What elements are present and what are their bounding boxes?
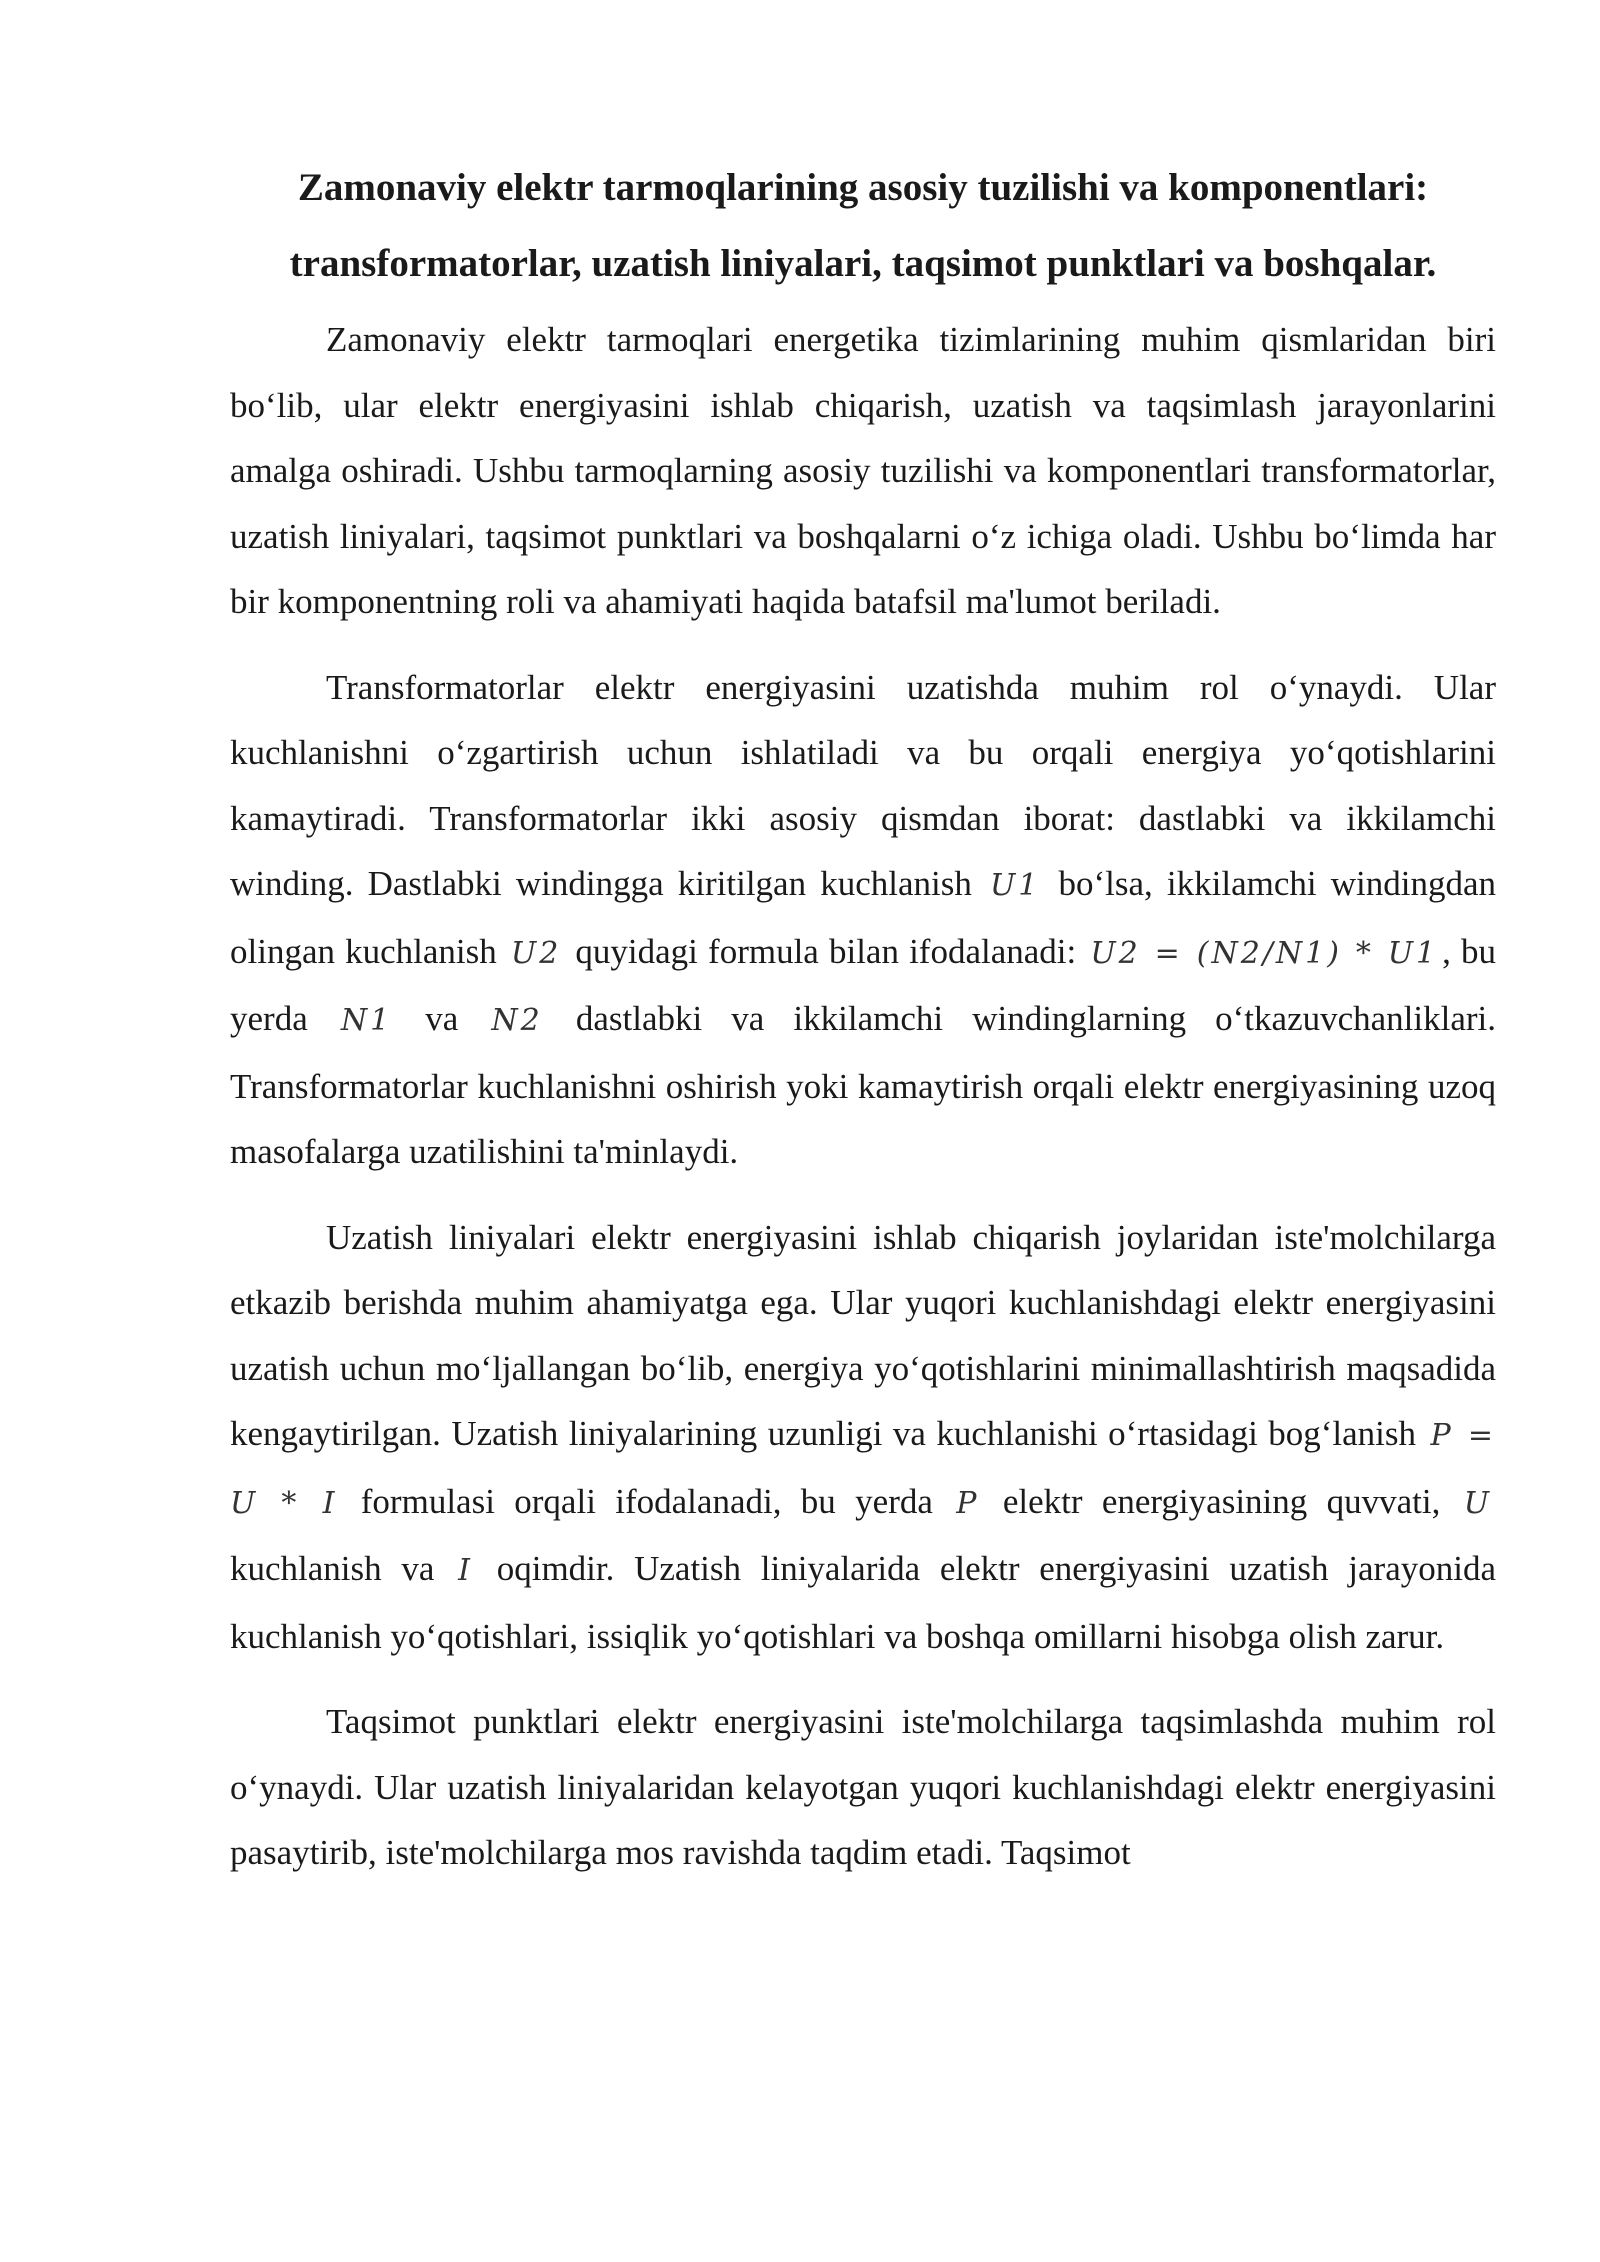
text-segment: bo‘lsa, ikkilamchi windingdan olingan kuchlanish	[230, 864, 1497, 971]
math-n1: N1	[340, 1003, 393, 1038]
math-p: P	[956, 1485, 980, 1521]
text-segment: elektr energiyasining quvvati,	[1002, 1481, 1441, 1521]
text-segment: kuchlanish va	[230, 1549, 435, 1588]
text-segment: dastlabki va ikkilamchi windinglarning o‘tkazuvchanliklari. Transformatorlar kuchlanishni oshirish yoki kamaytirish orqali elektr energiyasining uzoq masofalarga uzatilishini ta'minlaydi.	[230, 999, 1497, 1171]
text-segment: Uzatish liniyalari elektr energiyasini ishlab chiqarish joylaridan iste'molchilarga etkazib berishda muhim ahamiyatga ega. Ular yuqori kuchlanishdagi elektr energiyasini uzatish uchun mo‘ljallangan bo‘lib, energiya yo‘qotishlarini minimallashtirish maqsadida kengaytirilgan. Uzatish liniyalarining uzunligi va kuchlanishi o‘rtasidagi bog‘lanish	[230, 1217, 1496, 1453]
math-u2: U2	[510, 935, 562, 971]
paragraph-transformers	[230, 655, 1496, 1185]
text-segment: formulasi orqali ifodalanadi, bu yerda	[360, 1481, 933, 1521]
math-i: I	[458, 1553, 473, 1588]
math-u: U	[1463, 1485, 1493, 1521]
math-n2: N2	[491, 1003, 543, 1038]
document-title: Zamonaviy elektr tarmoqlarining asosiy tuzilishi va komponentlari: transformatorlar, uzatish liniyalari, taqsimot punktlari va boshqalar.	[289, 166, 1437, 285]
text-segment: va	[425, 999, 459, 1038]
paragraph-distribution-points: Taqsimot punktlari elektr energiyasini iste'molchilarga taqsimlashda muhim rol o‘ynaydi. Ular uzatish liniyalaridan kelayotgan yuqori kuchlanishdagi elektr energiyasini pasaytirib, iste'molchilarga mos ravishda taqdim etadi. Taqsimot	[230, 1702, 1496, 1872]
math-u1: U1	[990, 868, 1041, 903]
text-segment: quyidagi formula bilan ifodalanadi:	[575, 931, 1077, 971]
document-page	[230, 150, 1496, 1906]
math-transformer-formula: U2 = (N2/N1) * U1	[1090, 935, 1439, 971]
text-segment: oqimdir. Uzatish liniyalarida elektr energiyasini uzatish jarayonida kuchlanish yo‘qotishlari, issiqlik yo‘qotishlari va boshqa omillarni hisobga olish zarur.	[230, 1549, 1496, 1656]
math-power-formula: P = U * I	[230, 1418, 1497, 1521]
paragraph-transmission-lines	[230, 1205, 1496, 1670]
paragraph-intro: Zamonaviy elektr tarmoqlari energetika tizimlarining muhim qismlaridan biri bo‘lib, ular elektr energiyasini ishlab chiqarish, uzatish va taqsimlash jarayonlarini amalga oshiradi. Ushbu tarmoqlarning asosiy tuzilishi va komponentlari transformatorlar, uzatish liniyalari, taqsimot punktlari va boshqalarni o‘z ichiga oladi. Ushbu bo‘limda har bir komponentning roli va ahamiyati haqida batafsil ma'lumot beriladi.	[230, 320, 1496, 621]
text-segment: , bu yerda	[230, 931, 1497, 1038]
text-segment: Transformatorlar elektr energiyasini uzatishda muhim rol o‘ynaydi. Ular kuchlanishni o‘zgartirish uchun ishlatiladi va bu orqali energiya yo‘qotishlarini kamaytiradi. Transformatorlar ikki asosiy qismdan iborat: dastlabki va ikkilamchi winding. Dastlabki windingga kiritilgan kuchlanish	[230, 667, 1496, 903]
